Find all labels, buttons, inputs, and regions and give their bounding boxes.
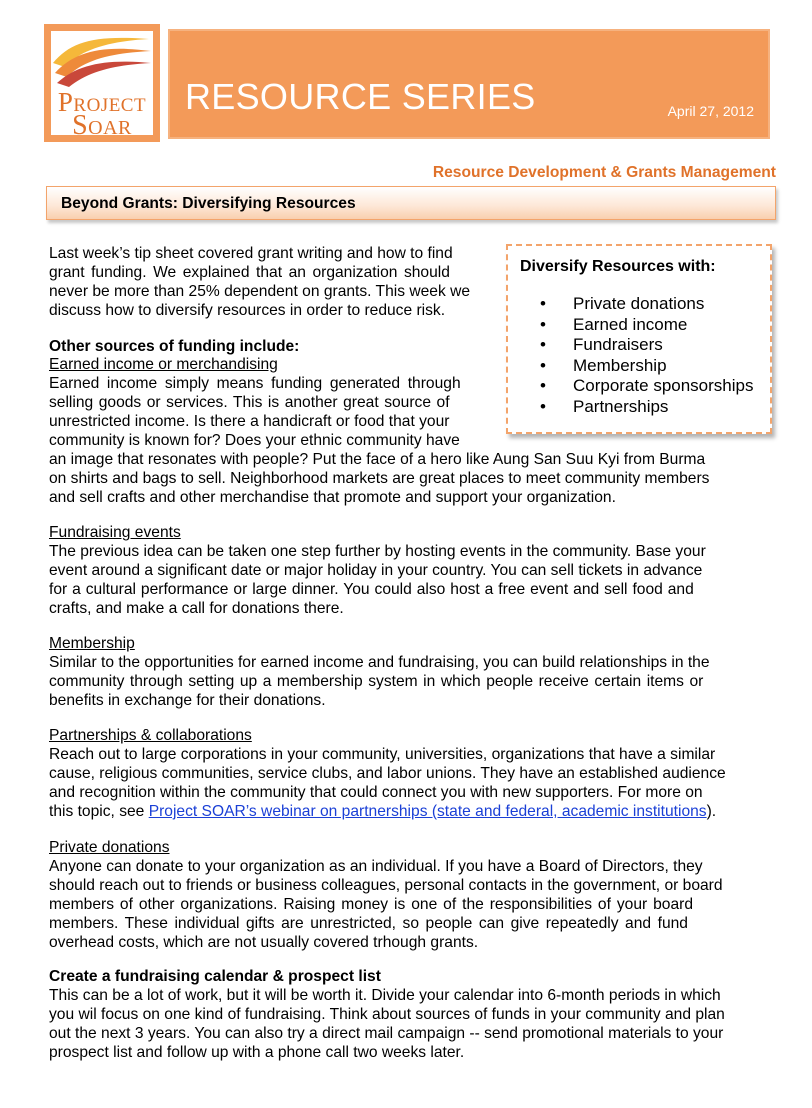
- bullet-icon: •: [540, 335, 546, 355]
- paragraph-line: Anyone can donate to your organization as an individual. If you have a Board of Directors, they: [49, 858, 703, 875]
- paragraph-line: benefits in exchange for their donations.: [49, 692, 326, 709]
- banner-date: April 27, 2012: [667, 103, 754, 119]
- paragraph-line: Earned income simply means funding generated through: [49, 375, 461, 392]
- paragraph-line: members of other organizations. Raising money is one of the responsibilities of your board: [49, 896, 694, 913]
- list-item: • Earned income: [540, 314, 688, 334]
- paragraph-line: event around a significant date or major holiday in your country. You can sell tickets in advance: [49, 562, 703, 579]
- paragraph-line: this topic, see Project SOAR’s webinar on partnerships (state and federal, academic institutions).: [49, 803, 717, 820]
- paragraph-line: selling goods or services. This is another great source of: [49, 394, 450, 411]
- paragraph-line: crafts, and make a call for donations there.: [49, 600, 344, 617]
- paragraph-line: for a cultural performance or large dinner. You could also host a free event and sell food and: [49, 581, 694, 598]
- private-donations-heading: Private donations: [49, 839, 170, 856]
- paragraph-line: on shirts and bags to sell. Neighborhood markets are great places to meet community members: [49, 470, 710, 487]
- paragraph-line: This can be a lot of work, but it will be worth it. Divide your calendar into 6-month periods in which: [49, 987, 721, 1004]
- logo-text-soar: Soar: [72, 110, 132, 135]
- paragraph-line: community is known for? Does your ethnic community have: [49, 432, 460, 449]
- list-item: • Corporate sponsorships: [540, 376, 754, 396]
- logo-text-project: Project: [57, 87, 147, 117]
- calendar-heading: Create a fundraising calendar & prospect list: [49, 968, 381, 985]
- paragraph-line: and recognition within the community that could connect you with new supporters. For more on: [49, 784, 703, 801]
- paragraph-line: out the next 3 years. You can also try a direct mail campaign -- send promotional materials to your: [49, 1025, 724, 1042]
- bullet-icon: •: [540, 355, 546, 375]
- earned-income-heading: Earned income or merchandising: [49, 356, 278, 373]
- document-title: Beyond Grants: Diversifying Resources: [61, 195, 356, 212]
- bullet-icon: •: [540, 294, 546, 313]
- partnerships-heading: Partnerships & collaborations: [49, 727, 252, 744]
- paragraph-line: Reach out to large corporations in your community, universities, organizations that have a similar: [49, 746, 716, 763]
- list-item: • Partnerships: [540, 396, 669, 416]
- paragraph-line: cause, religious communities, service clubs, and labor unions. They have an established audience: [49, 765, 726, 782]
- bullet-icon: •: [540, 396, 546, 416]
- intro-line: discuss how to diversify resources in order to reduce risk.: [49, 302, 446, 319]
- intro-line: never be more than 25% dependent on grants. This week we: [49, 283, 471, 300]
- diversify-resources-box: [506, 244, 772, 434]
- list-item: • Membership: [540, 355, 667, 375]
- paragraph-line: unrestricted income. Is there a handicraft or food that your: [49, 413, 450, 430]
- paragraph-line: you wil focus on one kind of fundraising. Think about sources of funds in your community and plan: [49, 1006, 725, 1023]
- partnerships-webinar-link[interactable]: Project SOAR’s webinar on partnerships (state and federal, academic institutions: [148, 803, 707, 820]
- bullet-icon: •: [540, 314, 546, 334]
- sidebox-title: Diversify Resources with:: [520, 258, 716, 275]
- logo-inner: [51, 31, 153, 135]
- list-item: • Private donations: [540, 294, 705, 313]
- bullet-icon: •: [540, 376, 546, 396]
- paragraph-line: prospect list and follow up with a phone call two weeks later.: [49, 1044, 465, 1061]
- paragraph-line: overhead costs, which are not usually covered trhough grants.: [49, 934, 479, 951]
- project-soar-logo: [44, 24, 160, 142]
- paragraph-line: Similar to the opportunities for earned income and fundraising, you can build relationships in the: [49, 654, 710, 671]
- other-sources-heading: Other sources of funding include:: [49, 338, 300, 355]
- paragraph-line: community through setting up a membership system in which people receive certain items or: [49, 673, 704, 690]
- intro-line: grant funding. We explained that an organization should: [49, 264, 450, 281]
- list-item: • Fundraisers: [540, 335, 663, 355]
- paragraph-line: The previous idea can be taken one step further by hosting events in the community. Base your: [49, 543, 706, 560]
- document-title-bar: [46, 186, 776, 220]
- section-label: Resource Development & Grants Management: [432, 164, 776, 181]
- banner-title: RESOURCE SERIES: [185, 76, 536, 117]
- paragraph-line: an image that resonates with people? Put the face of a hero like Aung San Suu Kyi from Burma: [49, 451, 706, 468]
- swoosh-icon: [51, 33, 153, 91]
- paragraph-line: and sell crafts and other merchandise that promote and support your organization.: [49, 489, 616, 506]
- membership-heading: Membership: [49, 635, 135, 652]
- paragraph-line: should reach out to friends or business colleagues, personal contacts in the government, or board: [49, 877, 723, 894]
- fundraising-heading: Fundraising events: [49, 524, 181, 541]
- paragraph-line: members. These individual gifts are unrestricted, so people can give repeatedly and fund: [49, 915, 688, 932]
- intro-line: Last week’s tip sheet covered grant writing and how to find: [49, 245, 453, 262]
- sidebox-list: [540, 294, 753, 418]
- header-banner: [168, 29, 770, 139]
